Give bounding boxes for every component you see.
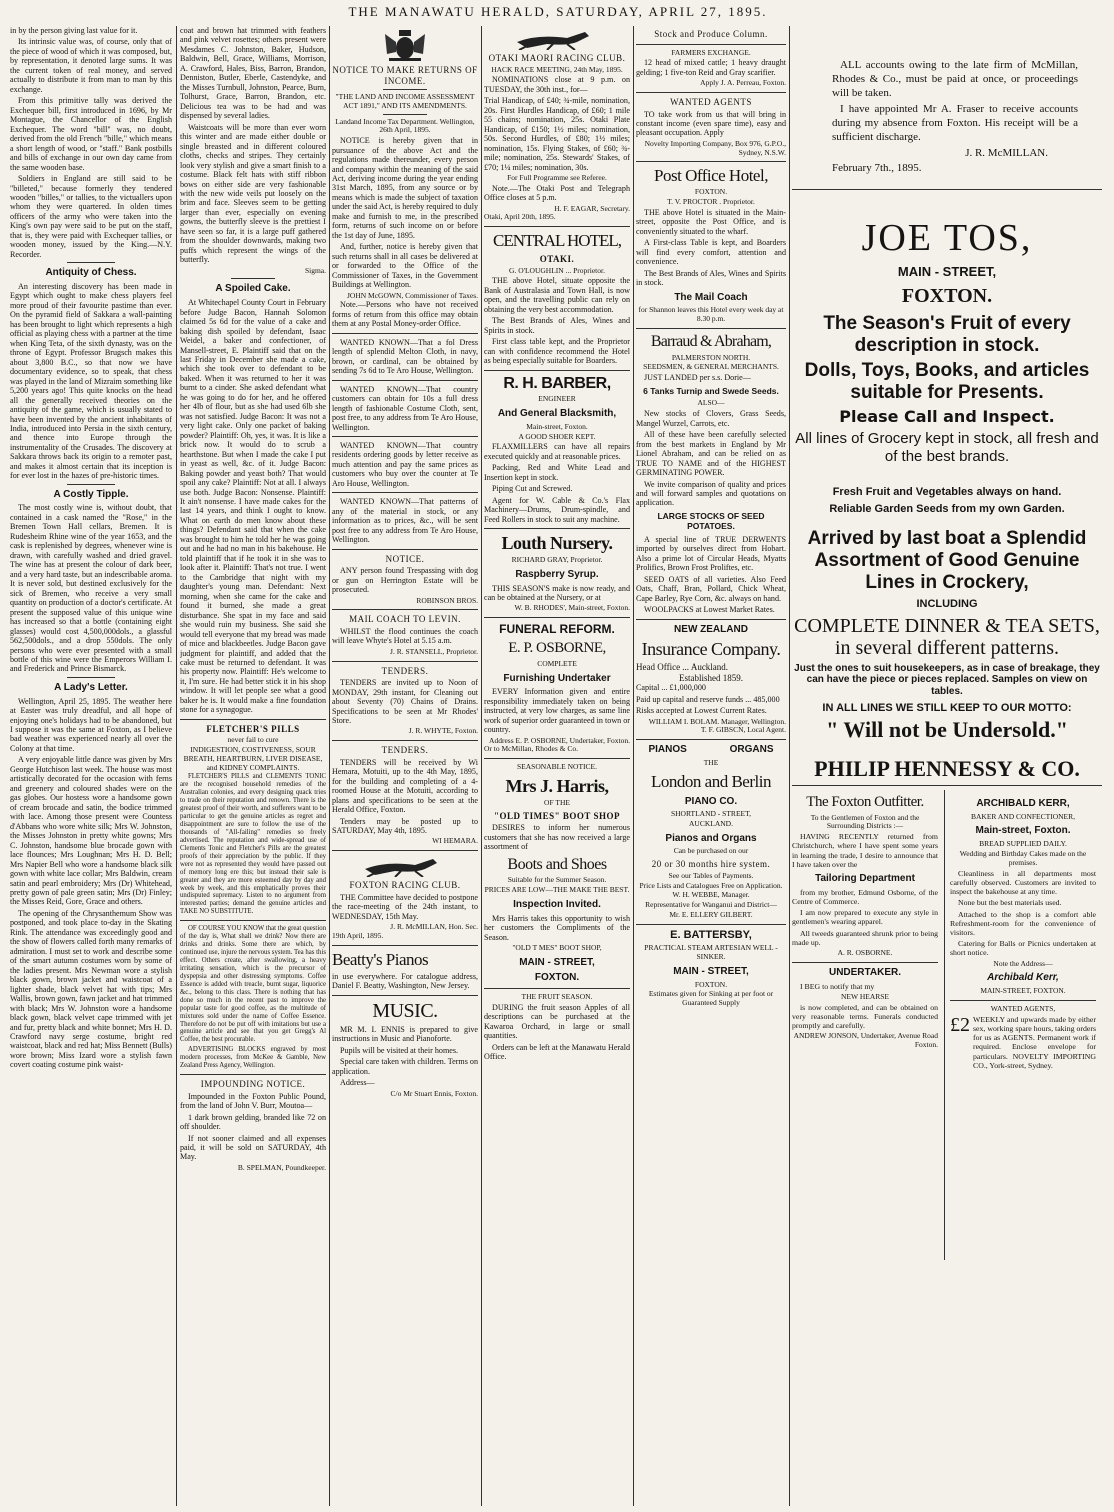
paragraph: 1 dark brown gelding, branded like 72 on off shoulder. <box>180 1112 326 1132</box>
ad-text: 6 Tanks Turnip and Swede Seeds. <box>643 385 779 396</box>
ad-text: Please Call and Inspect. <box>839 407 1055 427</box>
ad-text: SEEDSMEN, & GENERAL MERCHANTS. <box>643 362 779 372</box>
column-4 <box>484 26 630 1506</box>
ad-title: JOE TOS, <box>861 216 1033 259</box>
ad-title: TENDERS. <box>381 665 429 676</box>
ad-text: Mr. E. ELLERY GILBERT. <box>669 909 753 919</box>
column-6 <box>792 26 1102 1506</box>
paragraph: Risks accepted at Lowest Current Rates. <box>636 706 767 716</box>
ad-title: Beatty's Pianos <box>332 949 429 969</box>
signature: Novelty Importing Company, Box 976, G.P.O., Sydney, N.S.W. <box>644 138 786 157</box>
ad-title: PHILIP HENNESSY & CO. <box>814 755 1080 781</box>
ad-text: Fresh Fruit and Vegetables always on hand. <box>832 486 1062 499</box>
ad-text: SEASONABLE NOTICE. <box>517 762 597 772</box>
date: February 7th., 1895. <box>832 161 922 174</box>
ad-text: Suitable for the Summer Season. <box>507 875 607 885</box>
paragraph: An interesting discovery has been made in Egypt which ought to make chess players feel more proud of their favourite pastime than ever. On the pyramid field of Sakkara a wall-painting has been brought to light which represents a high official as playing chess with a partner at the time when King Teta, of the sixth dynasty, was on the throne of Egypt. Professor Brugsch makes this about 3,800 B.C., so that now we have documentary evidence, so to speak, that chess was played in the land of Mizraim something like 5,200 years ago! This quite knocks on the head all the generally received theories on the antiquity of the game, which is usually stated to have been invented by the ancient inhabitants of India, introduced into Persia in the sixth century, and thence into Europe through the instrumentality of the Crusades. The discovery at Sakkara throws back its origin to a remoter past, and makes it almost certain that its inception is for ever lost in the hazes of pre-historic times. <box>10 281 172 481</box>
date: Otaki, April 20th, 1895. <box>484 212 556 222</box>
ad-text: 20 or 30 months hire system. <box>651 859 771 870</box>
column-3 <box>332 26 478 1506</box>
amount: £2 <box>950 1013 970 1036</box>
ad-text: Established 1859. <box>679 672 743 683</box>
ad-text: NEW ZEALAND <box>674 623 748 635</box>
masthead: THE MANAWATU HERALD, SATURDAY, APRIL 27, 1895. <box>348 4 768 19</box>
paragraph: From this primitive tally was derived the Exchequer bill, first introduced in 1696, by Mr Montague, the Chancellor of the English Exchequer. The word "bill" was, no doubt, derived from the old French "bille," which means a short length of wood, or "staff." Bank postbills and bills of exchange in our own day came from the same wooden base. <box>10 96 172 172</box>
ad-text: Main-street, Foxton. <box>526 421 588 431</box>
signature: ANDREW JONSON, Undertaker, Avenue Road Foxton. <box>793 1031 938 1049</box>
ad-text: Can be purchased on our <box>673 846 749 856</box>
ad-text: ENGINEER <box>538 394 576 404</box>
ad-text: Note the Address— <box>993 958 1053 968</box>
signature: J. R. STANSELL, Proprietor. <box>390 646 478 656</box>
paragraph: JUST LANDED per s.s. Dorie— <box>644 373 751 383</box>
paragraph: Impounded in the Foxton Public Pound, from the land of John V. Burr, Moutoa— <box>180 1091 326 1111</box>
ad-text: Archibald Kerr, <box>987 972 1059 984</box>
column-1 <box>10 26 172 1506</box>
ad-text: Pianos and Organs <box>665 832 757 844</box>
ad-text: OTAKI. <box>539 254 575 265</box>
paragraph: THE above Hotel, situate opposite the Bank of Australasia and Town Hall, is now open, and the travelling public can rely on obtaining the very best accommodation. <box>484 276 630 314</box>
paragraph: Capital ... £1,000,000 <box>636 683 706 693</box>
signature: H. F. EAGAR, Secretary. <box>554 203 630 213</box>
paragraph: EVERY Information given and entire responsibility immediately taken on being instructed, at very low charges, as same line work of superior order guaranteed in town or country. <box>484 687 630 735</box>
paragraph: from my brother, Edmund Osborne, of the Centre of Commerce. <box>792 887 938 906</box>
paragraph: Agent for W. Cable & Co.'s Flax Machinery—Drums, Drum-spindle, and Feed Rollers in stock to suit any machine. <box>484 495 630 524</box>
ad-title: Louth Nursery. <box>501 533 613 554</box>
paragraph: The most costly wine is, without doubt, that contained in a cask named the "Rose," in the Bremen Town Hall cellars, Bremen. It is Rudesheim Rhine wine of the year 1653, and the cask is replenished by degrees, whenever wine is drawn, with carefully washed and dried gravel. The wine has at present the colour of dark beer, and a very hard taste, but an indescribable aroma. It is never sold, but destined exclusively for the sick of Bremen, who receive a very small quantity on production of a doctor's certificate. At present the supposed value of this unique wine has increased so that a bottle (containing eight glasses) would cost 4,500,000dols., a glassful 562,500dols., and a drop 550dols. The only persons who were ever presented with a small bottle of this wine were the Emperors William I. and Frederick and Prince Bismarck. <box>10 503 172 674</box>
paragraph: Note.—The Otaki Post and Telegraph Office closes at 5 p.m. <box>484 183 630 203</box>
paragraph: TO take work from us that will bring in constant income (even spare time), easy and pleasant occupation. Apply <box>636 109 786 138</box>
article-heading-tipple: A Costly Tipple. <box>53 488 129 500</box>
paragraph: All of these have been carefully selected from the best markets in England by Mr Lionel Abraham, and can be relied on as TRUE TO NAME and of the HIGHEST GERMINATING POWER. <box>636 430 786 478</box>
ad-text: Just the ones to suit housekeepers, as in case of breakage, they can have the piece or pieces replaced. Samples on view on tables. <box>794 662 1100 697</box>
paragraph: I BEG to notify that my <box>800 981 875 991</box>
ad-text: FARMERS EXCHANGE. <box>671 47 751 57</box>
ad-title: E. BATTERSBY, <box>670 928 752 941</box>
ad-text: PIANO CO. <box>684 795 738 807</box>
ad-title: MAIL COACH TO LEVIN. <box>349 614 461 625</box>
ad-text: THE <box>703 757 719 767</box>
ad-text: Dolls, Toys, Books, and articles suitable for Presents. <box>804 360 1090 404</box>
paragraph: None but the best materials used. <box>958 898 1062 908</box>
paragraph: MR M. I. ENNIS is prepared to give instructions in Music and Pianoforte. <box>332 1024 478 1044</box>
ad-text: G. O'LOUGHLIN ... Proprietor. <box>509 265 605 275</box>
paragraph: Waistcoats will be more than ever worn this winter and are made either double or single breasted and in different coloured cloths, checks and stripes. They certainly look very stylish and give a smart finish to a costume. Black felt hats with stiff ribbon bows on either side are very fashionable with the new wide veils put loosely on the brim and face. Sleeves seem to be getting larger than ever, especially on evening gowns, the butterfly sleeve is the prettiest I have seen so far, it is a large puff gathered from the shoulder downwards, making two puffs which represent the wings of the butterfly. <box>180 122 326 265</box>
ad-text: Reliable Garden Seeds from my own Garden. <box>829 503 1065 516</box>
paragraph: First class table kept, and the Proprietor can with confidence recommend the Hotel as being especially suitable for Boarders. <box>484 337 630 366</box>
paragraph: THE Committee have decided to postpone the race-meeting of the 24th instant, to WEDNESDAY, 15th May. <box>332 892 478 921</box>
paragraph: Attached to the shop is a comfort able Refreshment-room for the convenience of visitors. <box>950 909 1096 937</box>
paragraph: THIS SEASON'S make is now ready, and can be obtained at the Nursery, or at <box>484 583 630 602</box>
paragraph: SEED OATS of all varieties. Also Feed Oats, Chaff, Bran, Pollard, Chick Wheat, Cape Barley, Rye Corn, &c. always on hand. <box>636 574 786 603</box>
ad-title: Barraud & Abraham, <box>650 332 772 350</box>
ad-title: R. H. BARBER, <box>503 374 611 392</box>
ad-text: Or to McMillan, Rhodes & Co. <box>484 744 578 754</box>
signature: WILLIAM I. BOLAM. Manager, Wellington. <box>648 716 786 726</box>
paragraph: Special care taken with children. Terms on application. <box>332 1057 478 1076</box>
signature: WI HEMARA. <box>432 836 478 846</box>
ad-title: Boots and Shoes <box>507 855 607 873</box>
ad-title: London and Berlin <box>651 771 771 791</box>
signature: A. R. OSBORNE. <box>837 947 893 957</box>
ad-text: W. H. WEBBE, Manager. <box>672 890 750 900</box>
paragraph: WEEKLY and upwards made by either sex, working spare hours, taking orders for us as AGENTS. Permanent work if required. Enclose envelope for particulars. NOVELTY IMPORTING CO., York-street, Sydney. <box>973 1014 1096 1070</box>
paragraph: Tenders may be posted up to SATURDAY, May 4th, 1895. <box>332 816 478 835</box>
ad-title: Insurance Company. <box>641 639 781 660</box>
paragraph: ANY person found Trespassing with dog or gun on Herrington Estate will be prosecuted. <box>332 566 478 595</box>
ad-text: FOXTON. <box>694 979 728 989</box>
ad-text: To the Gentlemen of Foxton and the Surrounding Districts :— <box>810 812 920 831</box>
paragraph: NOTICE is hereby given that in pursuance of the above Act and the regulations made thereunder, every person and company within the meaning of the said Act, deriving income during the year ending 31st March, 1895, from any source or by means which is made the subject of taxation under the said Act, is hereby required to duly make and furnish to me, in the prescribed form, returns of such income on or before the 1st day of June, 1895. <box>332 136 478 240</box>
paragraph: Soldiers in England are still said to be "billeted," because formerly they tendered wooden "billes," or tallies, to the victuallers upon whom they were quartered. In olden times officers of the army who were taken into the King's own pay were said to be put on the staff, that is, they were paid with Exchequer tallies, or wooden money, issued by the King.—N.Y. Recorder. <box>10 174 172 259</box>
racehorse-icon <box>345 855 465 877</box>
ad-text: Tailoring Department <box>815 872 915 884</box>
racehorse-icon <box>497 28 617 50</box>
signature: JOHN McGOWN, Commissioner of Taxes. <box>347 290 478 300</box>
paragraph: WHILST the flood continues the coach will leave Whyte's Hotel at 5.15 a.m. <box>332 626 478 646</box>
ad-text: OF THE <box>544 797 570 807</box>
ad-title: FUNERAL REFORM. <box>499 622 615 637</box>
ad-title: The Foxton Outfitter. <box>806 793 924 810</box>
paragraph: WOOLPACKS at Lowest Market Rates. <box>644 605 775 615</box>
ad-text: The Mail Coach <box>674 291 748 303</box>
signature: Address E. P. OSBORNE, Undertaker, Foxton. <box>489 735 630 745</box>
paragraph: DURING the fruit season Apples of all descriptions can be purchased at the Kawaroa Orchard, in large or small quantities. <box>484 1002 630 1041</box>
paragraph: Catering for Balls or Picnics undertaken at short notice. <box>950 939 1096 958</box>
ad-title: Mrs J. Harris, <box>505 775 609 796</box>
paragraph: Its intrinsic value was, of course, only that of the piece of wood of which it was composed, but, by representation, it denoted large sums. It was the current token of real money, and served actually to distribute it from man to man by this exchange. <box>10 37 172 94</box>
ad-title: CENTRAL HOTEL, <box>493 231 621 251</box>
royal-crest-icon <box>379 28 431 62</box>
paragraph: Piping Cut and Screwed. <box>492 484 573 494</box>
ad-title: WANTED AGENTS, <box>990 1003 1056 1013</box>
ad-text: Landand Income Tax Department. Wellington, 26th April, 1895. <box>335 116 475 135</box>
ad-text: " Will not be Undersold." <box>826 717 1068 743</box>
ad-text: NEW HEARSE <box>841 991 889 1001</box>
ad-text: PRACTICAL STEAM ARTESIAN WELL - SINKER. <box>644 943 778 962</box>
paragraph: 12 head of mixed cattle; 1 heavy draught gelding; 1 five-ton Reid and Gray scarifier. <box>636 58 786 77</box>
ad-text: FOXTON. <box>694 187 728 197</box>
ad-text: Raspberry Syrup. <box>515 568 599 580</box>
ad-text: RICHARD GRAY, Proprietor. <box>511 555 603 565</box>
paragraph: coat and brown hat trimmed with feathers and pink velvet rosettes; others present were Mesdames C. Johnston, Baker, Hudson, Baldwin, Bell, Grace, Williams, Morrison, A. Crawford, Hales, Biss, Barron, Brandon, Denniston, Butler, Eberle, Castendyke, and the Misses Turnbull, Johnston, Pearce, Burn, Tolhurst, Grace, Barron, Brandon, etc. Delicious tea was to be had and was dispensed by several ladies. <box>180 26 326 121</box>
ad-text: HACK RACE MEETING, 24th May, 1895. <box>491 64 623 74</box>
outfitter-ad <box>792 790 938 1260</box>
paragraph: And, further, notice is hereby given that such returns shall in all cases be delivered at or forwarded to the Office of the Commissioner of Taxes, in the Government Buildings at Wellington. <box>332 242 478 290</box>
paragraph: HAVING RECENTLY returned from Christchurch, where I have spent some years in learning the trade, I desire to announce that I have taken over the <box>792 832 938 869</box>
paragraph: I am now prepared to execute any style in gentlemen's wearing apparel. <box>792 908 938 927</box>
section-heading: Stock and Produce Column. <box>654 29 768 39</box>
ad-title: E. P. OSBORNE, <box>508 640 606 657</box>
ad-text: ALSO— <box>697 398 725 408</box>
paragraph: A very enjoyable little dance was given by Mrs George Hutchison last week. The house was most artistically decorated for the occasion with ferns and greenery and coloured shades were on the gas globes. Our hostess wore a handsome gown of cream brocade and satin, the bodice trimmed with lace. Among those present were Countess d'Abbans who wore white silk; Mrs W. Johnston, the Misses Johnston in pretty white gowns; Mrs C. Johnston, handsome blue brocade gown with lace flounces; Mrs Loughnan; Mrs H. D. Bell; Mrs Napier Bell who wore a handsome black silk gown with white lace collar; Mrs Baldwin, cream satin and pearl embroidery; Mrs (Dr) Whitehead, pretty gown of pale green satin; Mrs (Dr) Finley; the Misses Reid, Gore, Grace and others. <box>10 755 172 907</box>
ad-title: OTAKI MAORI RACING CLUB. <box>488 53 626 63</box>
article-heading-letter: A Lady's Letter. <box>54 681 128 693</box>
ad-text: Inspection Invited. <box>513 898 601 910</box>
paragraph: All tweeds guaranteed shrunk prior to being made up. <box>792 928 938 947</box>
ad-text: INDIGESTION, COSTIVENESS, SOUR BREATH, HEARTBURN, LIVER DISEASE, and KIDNEY COMPLAINTS. <box>183 745 323 772</box>
ad-text: A GOOD SHOER KEPT. <box>518 431 596 441</box>
ad-text: Main-street, Foxton. <box>975 825 1071 837</box>
paragraph: Mrs Harris takes this opportunity to wish her customers the Compliments of the Season. <box>484 913 630 942</box>
paragraph: Paid up capital and reserve funds ... 485,000 <box>636 694 780 704</box>
ad-text: See our Tables of Payments. <box>668 870 754 880</box>
paragraph: ALL accounts owing to the late firm of McMillan, Rhodes & Co., must be paid at once, or proceedings will be taken. <box>832 59 1078 100</box>
column-2 <box>180 26 326 1506</box>
paragraph: DESIRES to inform her numerous customers that she has now received a large assortment of <box>484 823 630 852</box>
ad-text: For Full Programme see Referee. <box>507 172 607 182</box>
ad-title: WANTED AGENTS <box>670 96 752 107</box>
ad-text: MAIN - STREET, <box>673 965 749 977</box>
ad-text: PALMERSTON NORTH. <box>671 352 751 362</box>
ad-title: FOXTON RACING CLUB. <box>349 880 461 891</box>
paragraph: The opening of the Chrysanthemum Show was postponed, and took place to-day in the Skating Rink. The attendance was exceedingly good and the show of flowers called forth many remarks of admiration. I must set to work and describe some of the smart autumn costumes worn by some of the ladies present. Mrs Newman wore a stylish black gown, brown jacket and waistcoat of a lighter shade, black velvet hat with tips; Mrs Wallis, brown gown, fawn jacket and hat trimmed with black; Mrs W. Johnston wore a handsome black gown, black velvet cape trimmed with jet and fur, pretty black and white bonnet; Mrs H. D. Crawford navy serge costume, bright red waistcoat, black and red hat; Miss Bennett (Bulls) wore brown; Miss Izard wore a stylish fawn covert coating costume pink waist- <box>10 908 172 1070</box>
paragraph: WANTED KNOWN—That country customers can obtain for 10s a full dress length of fashionable Costume Cloth, sent, post free, to any address from Te Aro House, Wellington. <box>332 384 478 432</box>
paragraph: Pupils will be visited at their homes. <box>340 1045 459 1055</box>
signature: Sigma. <box>304 265 326 275</box>
paragraph: A First-class Table is kept, and Boarders will find every comfort, attention and convenience. <box>636 238 786 267</box>
ad-title: TENDERS. <box>381 745 429 756</box>
paragraph: Wellington, April 25, 1895. The weather here at Easter was truly dreadful, and all hope of enjoying one's holidays had to be abandoned, but I suppose it was the same at Foxton, as I believe bad weather was experienced nearly all over the Colony at that time. <box>10 696 172 753</box>
signature: W. B. RHODES', Main-street, Foxton. <box>514 603 630 613</box>
paragraph: in by the person giving last value for it. <box>10 26 138 35</box>
signature: C/o Mr Stuart Ennis, Foxton. <box>390 1088 478 1098</box>
paragraph: At Whitechapel County Court in February before Judge Bacon, Hannah Solomon claimed 5s 6d for the value of a cake and baking dish spoiled by defendant, Isaac Weidel, a baker and confectioner, of Mansell-street, E. Plaintiff said that on the last Friday in December she made a cake, which she took over to defendant to be baked. When it was returned to her it was burnt to a cinder. She asked defendant what he was going to do for her, and he offered her 4lb of flour, but as she had used 6lb she was not satisfied. Judge Bacon: It was not a very light cake. Only one packet of baking powder? Plaintiff: Oh, yes, it was. It is like a brick now. It would do to scrub a hearthstone. But when I made the cake I put in yeast as well, &c. of it. Judge Bacon: Baking powder and yeast both? That would spoil any cake? Plaintiff: Not at all. I always use both. Judge Bacon: Nonsense. Plaintiff: It ain't nonsense. I have made cakes for the last 14 years, and think I ought to know. What on earth do men know about these things? Defendant said that when the cake was brought to him he told her he was going out and he had no man in his bakehouse. He told plaintiff that if he took it in she was to look after it. Plaintiff: That's not true. I went to the Cambridge that night with my daughter's young man. Defendant: Next morning, when she came for the cake and found it burned, she made a great disturbance. She spat in my face and said she would ruin my business. She said she would tell everyone that my bread was made of mice and blackbeetles. Judge Bacon gave judgment for plaintiff, and added that the cake must be returned to defendant. It was his property now. Plaintiff: He's welcome to it, I'm sure. He had better stick it in his shop window. It will let people see what a good baker he is. It would make a fine foundation stone for a synagogue. <box>180 298 326 715</box>
signature: ROBINSON BROS. <box>416 595 478 605</box>
paragraph: FLETCHER'S PILLS and CLEMENTS TONIC are the recognised household remedies of the Australian colonies, and every designing quack tries to trade on their reputation and renown. There is the greatest proof of their worth, and sufferers want to be particular to get the genuine articles as regret and disappointment are sure to follow the use of the thousands of "All-failing" remedies so freely advertised. The reputation and wide-spread use of Clements Tonic and Fletcher's Pills are the greatest proofs of their appreciation by the public. If they were not as represented they would have passed out of memory long ere this; but instead their sale is greater and they are more esteemed day by day and week by week, and this emphatically proves their undisputed supremacy. Listen to no argument from interested parties; demand the genuine articles and TAKE NO SUBSTITUTE. <box>180 773 326 916</box>
paragraph: FLAXMILLERS can have all repairs executed quickly and at reasonable prices. <box>484 442 630 461</box>
paragraph: ADVERTISING BLOCKS engraved by most modern processes, from McKee & Gamble, New Zealand Press Agency, Wellington. <box>180 1046 326 1070</box>
ad-text: "THE LAND AND INCOME ASSESSMENT ACT 1891," AND ITS AMENDMENTS. <box>335 92 475 110</box>
ad-text: Furnishing Undertaker <box>503 672 611 684</box>
ad-title: MUSIC. <box>372 999 438 1022</box>
ad-text: Head Office ... Auckland. <box>636 662 729 673</box>
ad-text: The Season's Fruit of every description in stock. <box>823 312 1071 356</box>
ad-text: Arrived by last boat a Splendid Assortment of Good Genuine Lines in Crockery, <box>807 528 1087 593</box>
paragraph: WANTED KNOWN—That country residents ordering goods by letter receive as much attention and pay the same prices as customers who buy over the counter at Te Aro House, Wellington. <box>332 440 478 488</box>
paragraph: NOMINATIONS close at 9 p.m. on TUESDAY, the 30th inst., for— <box>484 75 630 94</box>
ad-text: COMPLETE <box>537 658 577 668</box>
ad-text: "OLD TIMES" BOOT SHOP <box>494 810 620 821</box>
ad-text: BREAD SUPPLIED DAILY. <box>979 839 1067 849</box>
ad-title: NOTICE TO MAKE RETURNS OF INCOME. <box>332 65 478 86</box>
ad-text: And General Blacksmith, <box>497 408 617 420</box>
article-heading-chess: Antiquity of Chess. <box>45 267 137 279</box>
ad-text: T. V. PROCTOR . Proprietor. <box>667 197 755 207</box>
signature: T. F. GIBSCN, Local Agent. <box>700 725 786 735</box>
ad-text: MAIN - STREET, <box>897 264 997 280</box>
ad-text: All lines of Grocery kept in stock, all fresh and of the best brands. <box>795 430 1099 466</box>
paragraph: in use everywhere. For catalogue address, Daniel F. Beatty, Washington, New Jersey. <box>332 971 478 991</box>
signature: J. R. McMILLAN. <box>965 147 1048 160</box>
ad-text: SHORTLAND - STREET, <box>670 809 752 819</box>
signature: J. R. McMILLAN, Hon. Sec. <box>390 922 478 932</box>
ad-text: INCLUDING <box>916 597 978 610</box>
ad-text: Representative for Wanganui and District— <box>645 900 777 910</box>
paragraph: I have appointed Mr A. Fraser to receive accounts during my absence from Foxton. His receipt will be a sufficient discharge. <box>832 103 1078 144</box>
column-5 <box>636 26 786 1506</box>
paragraph: WANTED KNOWN—That a fol Dress length of splendid Melton Cloth, in navy, brown, or cardinal, can be obtained by sending 7s 6d to Te Aro House, Wellington. <box>332 337 478 376</box>
ad-text: BAKER AND CONFECTIONER, <box>971 811 1075 821</box>
paragraph: OF COURSE YOU KNOW that the great question of the day is, What shall we drink? Now there are drinks and drinks. Some there are which, by continued use, injure the nervous system. Tea has this effect. Others create, after swallowing, a heavy irritating sensation, which is the precursor of dyspepsia and other distressing symptoms. Coffee Essence is added with treacle, burnt sugar, liquorice &c., belong to this class. There is nothing that has done so much in the recent past to improve the popular taste for good coffee, as the multitude of mixtures sold under the name of Coffee Essence. Therefore do not be put off with imitations but use a genuine article and see that you get Gregg's Al Coffee, the best procurable. <box>180 925 326 1044</box>
paragraph: The Best Brands of Ales, Wines and Spirits in stock. <box>484 316 630 335</box>
ad-text: MAIN-STREET, FOXTON. <box>980 986 1066 996</box>
paragraph: New stocks of Clovers, Grass Seeds, Mangel Wurzel, Carrots, etc. <box>636 409 786 428</box>
paragraph: The Best Brands of Ales, Wines and Spirits in stock. <box>636 268 786 288</box>
ad-title: Post Office Hotel, <box>654 166 768 186</box>
ad-text: IN ALL LINES WE STILL KEEP TO OUR MOTTO: <box>822 701 1072 714</box>
paragraph: TENDERS are invited up to Noon of MONDAY, 29th instant, for Cleaning out about Seventy (70) Chains of Drains. Specifications to be seen at Mr Rhodes' Store. <box>332 678 478 725</box>
ad-text: Wedding and Birthday Cakes made on the premises. <box>959 849 1087 867</box>
ad-text: PRICES ARE LOW—THE MAKE THE BEST. <box>484 885 630 895</box>
signature: Apply J. A. Perreau, Foxton. <box>700 78 786 88</box>
ad-title: UNDERTAKER. <box>828 966 902 978</box>
paragraph: Trial Handicap, of £40; ¾-mile, nomination, 20s. First Hurdles Handicap, of £60; 1 mile 55 chains; nomination, 25s. Otaki Plate Handicap, of £150; 1½ miles; nomination, 50s. Second Hurdles, of £80; 1½ miles; nomination, 15s. Flying Stakes, of £60; ¾-mile; nomination, 25s. Stewards' Stakes, of £70; 1¼ miles; nomination, 30s. <box>484 96 630 172</box>
signature: B. SPELMAN, Poundkeeper. <box>237 1162 326 1172</box>
article-heading-cake: A Spoiled Cake. <box>215 283 291 295</box>
ad-text: MAIN - STREET, <box>519 956 595 968</box>
ad-text: FOXTON. <box>534 972 580 984</box>
paragraph: THE above Hotel is situated in the Main-street, opposite the Post Office, and is conveniently situated to the wharf. <box>636 207 786 236</box>
ad-text: LARGE STOCKS OF SEED POTATOES. <box>657 510 765 531</box>
paragraph: TENDERS will be received by Wi Hemara, Motuiti, up to the 4th May, 1895, for the building and completing of a 4-roomed House at the Motuiti, according to plans and specifications to be seen at the Herald Office, Foxton. <box>332 757 478 815</box>
ad-text: AUCKLAND. <box>689 819 733 829</box>
paragraph: We invite comparison of quality and prices and will forward samples and quotations on application. <box>636 479 786 508</box>
ad-title: FLETCHER'S PILLS <box>206 723 300 734</box>
ad-text: FOXTON. <box>901 285 993 308</box>
paragraph: A special line of TRUE DERWENTS imported by ourselves direct from Hobart. Also a prime lot of Circular Heads, Myatts Prolifics, Brown Frost Proliftes, etc. <box>636 534 786 573</box>
ad-text: never fail to cure <box>227 735 279 745</box>
paragraph: WANTED KNOWN—That patterns of any of the material in stock, or any information as to prices, &c., will be sent post free to any address from Te Aro House, Wellington. <box>332 497 478 545</box>
baker-ad <box>950 790 1096 1260</box>
paragraph: Note.—Persons who have not received forms of return from this office may obtain them at any Postal Money-order Office. <box>332 300 478 329</box>
paragraph: Orders can be left at the Manawatu Herald Office. <box>484 1042 630 1062</box>
ad-text: THE FRUIT SEASON. <box>521 992 593 1002</box>
ad-text: COMPLETE DINNER & TEA SETS, in several different patterns. <box>794 614 1100 659</box>
ad-title: IMPOUNDING NOTICE. <box>200 1079 306 1090</box>
paragraph: Cleanliness in all departments most carefully observed. Customers are invited to inspect the bakehouse at any time. <box>950 868 1096 897</box>
signature: J. R. WHYTE, Foxton. <box>408 726 478 736</box>
ad-text: Price Lists and Catalogues Free on Application. <box>639 880 783 890</box>
ad-title: PIANOS ORGANS <box>648 744 774 756</box>
paragraph: Address— <box>340 1078 375 1088</box>
paragraph: If not sooner claimed and all expenses paid, it will be sold on SATURDAY, 4th May. <box>180 1133 326 1162</box>
ad-title: NOTICE. <box>385 553 425 564</box>
ad-text: Estimates given for Sinking at per foot or Guaranteed Supply <box>648 989 774 1008</box>
ad-text: "OLD T MES" BOOT SHOP, <box>512 942 602 952</box>
ad-text: for Shannon leaves this Hotel every week day at 8.30 p.m. <box>638 305 784 324</box>
paragraph: Packing, Red and White Lead and Insertion kept in stock. <box>484 463 630 482</box>
ad-title: ARCHIBALD KERR, <box>976 797 1070 809</box>
paragraph: is now completed, and can be obtained on very reasonable terms. Funerals conducted promptly and carefully. <box>792 1002 938 1030</box>
date: 19th April, 1895. <box>332 930 384 940</box>
